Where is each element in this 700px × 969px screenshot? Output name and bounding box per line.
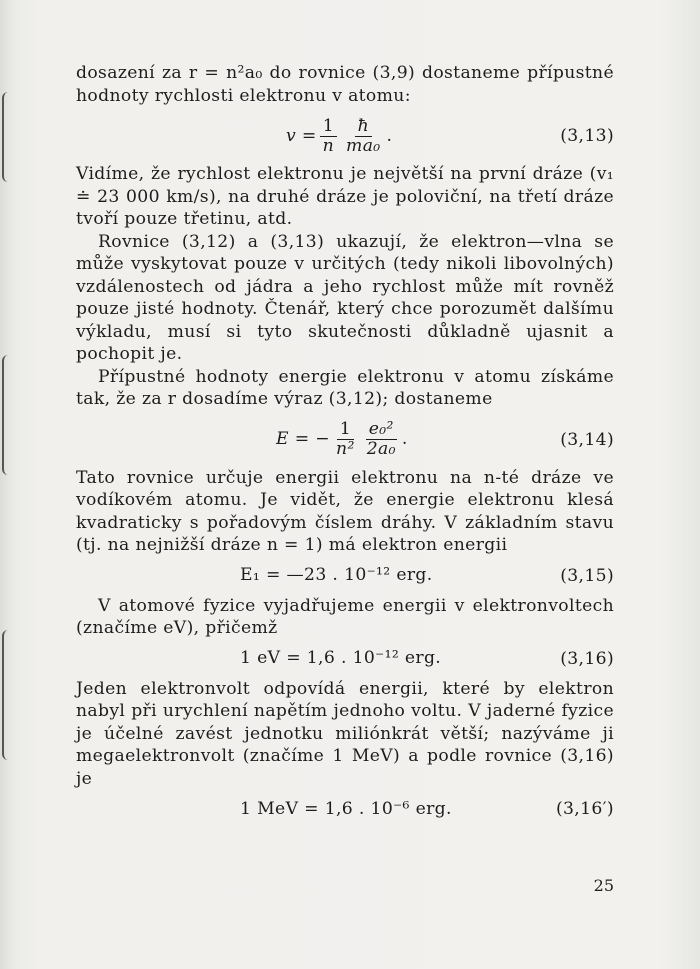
paragraph: dosazení za r = n²a₀ do rovnice (3,9) dostaneme přípustné hodnoty rychlosti elektronu v atomu:	[76, 63, 614, 106]
paragraph: Jeden elektronvolt odpovídá energii, které by elektron nabyl při urychlení napětím jednoho voltu. V jaderné fyzice je účelné zavést jednotku miliónkrát větší; nazýváme ji megaelektronvolt (značíme 1 MeV) a podle rovnice (3,16) je	[76, 678, 614, 789]
fraction: $\frac{ħ}{\text{ma₀}}$	[346, 115, 381, 156]
binding-thread	[2, 355, 14, 475]
page-body	[76, 62, 614, 828]
equation-3-15	[76, 561, 614, 591]
equation-text: 1 MeV = 1,6 . 10⁻⁶ erg.	[240, 798, 452, 819]
equation-text: E₁ = —23 . 10⁻¹² erg.	[240, 565, 433, 586]
equation-number: (3,16′)	[555, 798, 614, 819]
equation-number: (3,15)	[560, 565, 614, 586]
equation-number: (3,14)	[560, 429, 614, 450]
paragraph: Tato rovnice určuje energii elektronu na n-té dráze ve vodíkovém atomu. Je vidět, že energie elektronu klesá kvadraticky s pořadovým číslem dráhy. V základním stavu (tj. na nejnižší dráze n = 1) má elektron energii	[76, 467, 614, 555]
equation-3-13: v = $\frac{1}{n}$ $\frac{ħ}{\text{ma₀}}$ . (3,13)	[286, 115, 614, 156]
equation-number: (3,13)	[560, 125, 614, 146]
fraction: $\frac{1}{n}$	[320, 117, 337, 156]
paragraph: Rovnice (3,12) a (3,13) ukazují, že elektron—vlna se může vyskytovat pouze v určitých (tedy nikoli libovolných) vzdálenostech od jádra a jeho rychlost může mít rovněž pouze jisté hodnoty. Čtenář, který chce porozumět dalšímu výkladu, musí si tyto skutečnosti důkladně ujasnit a pochopit je.	[76, 231, 614, 364]
equation-number: (3,16)	[560, 648, 614, 669]
eq-lhs: v =	[286, 125, 317, 146]
equation-text: 1 eV = 1,6 . 10⁻¹² erg.	[240, 648, 442, 669]
fraction: $\frac{\text{e₀²}}{\text{2a₀}}$	[366, 419, 396, 459]
equation-3-16	[76, 644, 614, 674]
binding-thread	[2, 92, 14, 182]
equation-3-16-prime	[76, 794, 614, 824]
paragraph: V atomové fyzice vyjadřujeme energii v elektronvoltech (značíme eV), přičemž	[76, 595, 614, 638]
fraction: $\frac{1}{\text{n²}}$	[336, 419, 355, 459]
page-number: 25	[593, 876, 614, 895]
eq-lhs: E = −	[276, 429, 331, 450]
equation-3-14: E = − $\frac{1}{\text{n²}}$ $\frac{\text{e₀²}}{\text{2a₀}}$ . (3,14)	[276, 419, 614, 459]
paragraph: Přípustné hodnoty energie elektronu v atomu získáme tak, že za r dosadíme výraz (3,12); dostaneme	[76, 366, 614, 409]
binding-thread	[2, 630, 14, 760]
paragraph: Vidíme, že rychlost elektronu je největší na první dráze (v₁ ≐ 23 000 km/s), na druhé dráze je poloviční, na třetí dráze tvoří pouze třetinu, atd.	[76, 164, 614, 229]
